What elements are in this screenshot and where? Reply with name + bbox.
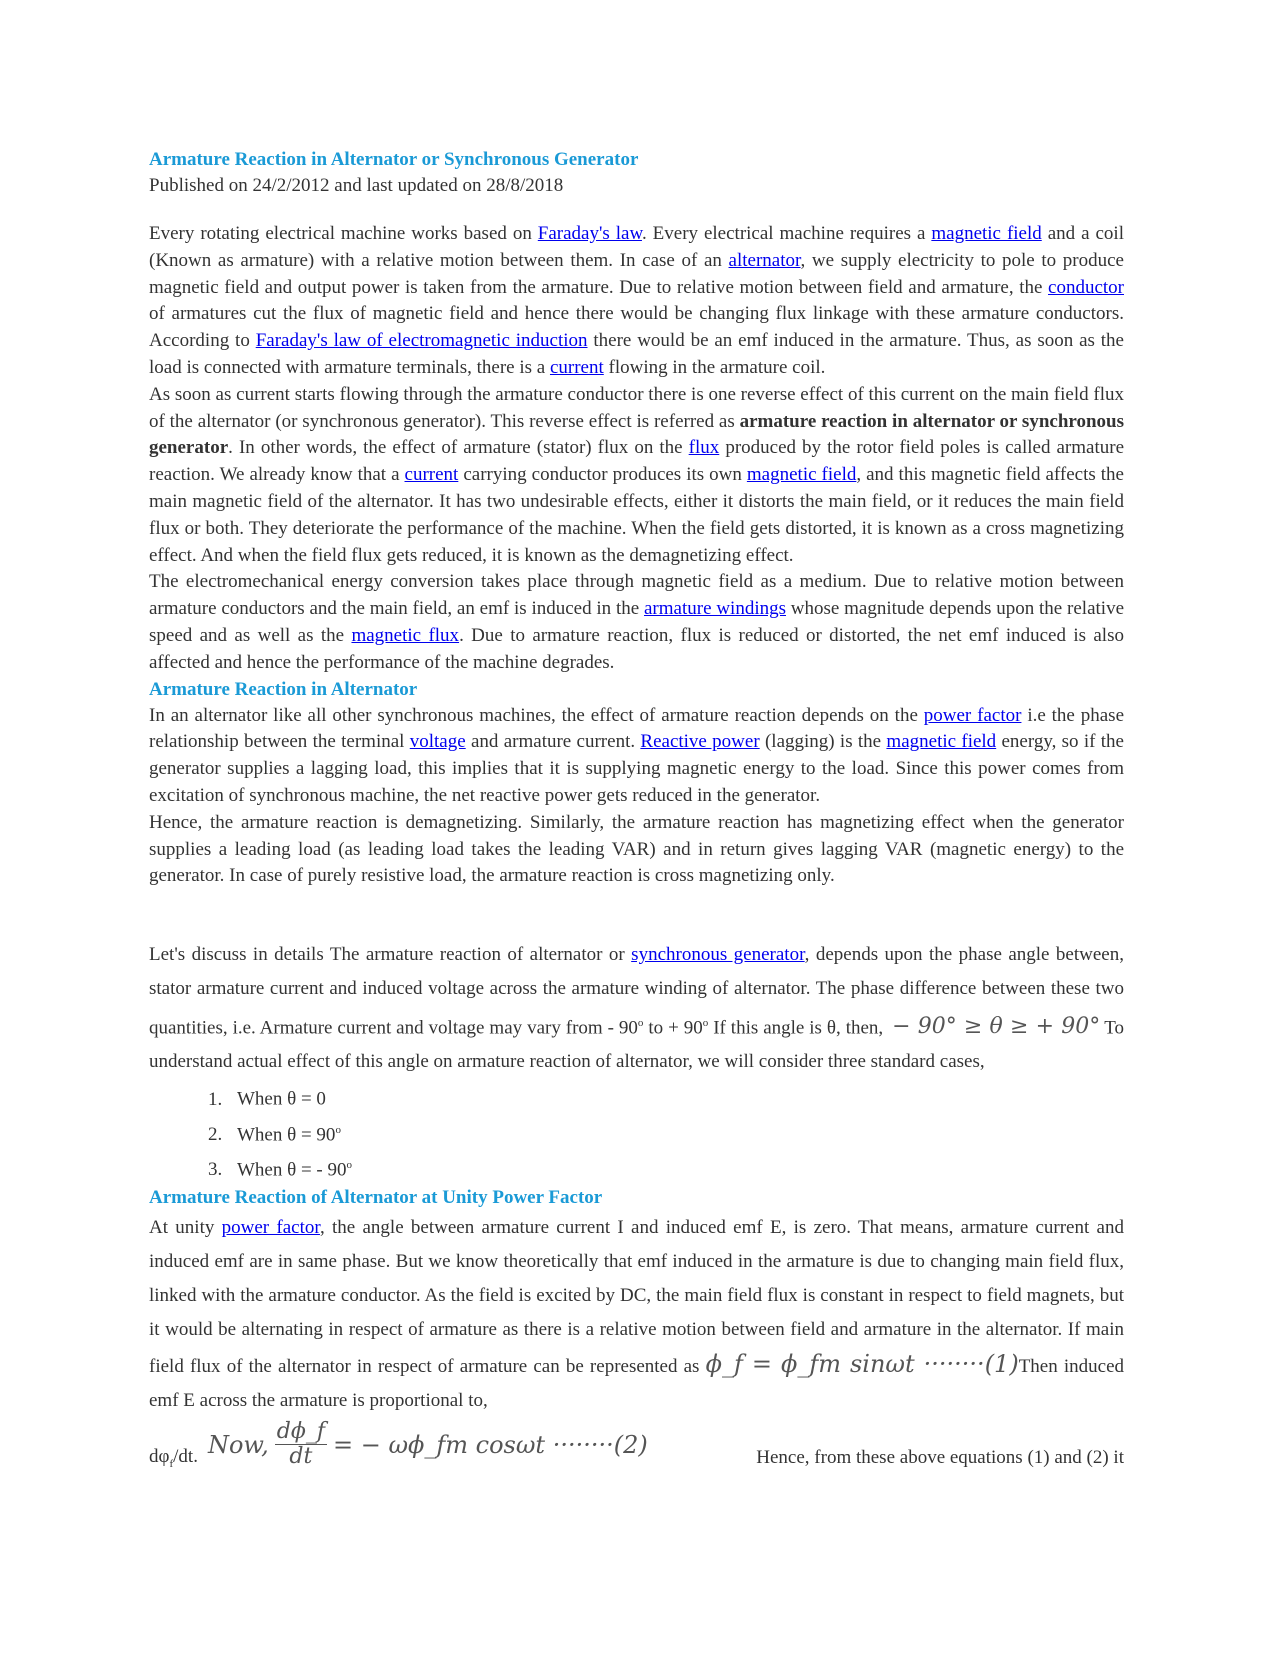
- continuation-text: Hence, from these above equations (1) and (2) it: [756, 1447, 1124, 1469]
- publish-date: Published on 24/2/2012 and last updated on 28/8/2018: [149, 175, 564, 196]
- list-item: 2. When $\theta = 90^o$: [227, 1115, 1124, 1150]
- link-faradays-law-induction[interactable]: Faraday's law of electromagnetic induction: [255, 330, 588, 352]
- link-power-factor[interactable]: power factor: [923, 704, 1022, 726]
- paragraph-phase-angle: Let's discuss in details The armature reaction of alternator or synchronous generator, depends upon the phase angle between, stator armature current and induced voltage across the armature winding of alternator. The phase difference between these two quantities, i.e. Armature current and voltage may vary from - 90$^o$ to + $90^o$ If this angle is θ, then, − 90° ≥ θ ≥ + 90° To understand actual effect of this angle on armature reaction of alternator, we will consider three standard cases,: [149, 944, 1124, 1073]
- list-item: 3. When θ = - 90$^o$: [227, 1150, 1124, 1185]
- paragraph-intro: Every rotating electrical machine works based on Faraday's law. Every electrical machine requires a magnetic field and a coil (Known as armature) with a relative motion between them. In case of an alternator, we supply electricity to pole to produce magnetic field and output power is taken from the armature. Due to relative motion between field and armature, the conductor of armatures cut the flux of magnetic field and hence there would be changing flux linkage with these armature conductors. According to Faraday's law of electromagnetic induction there would be an emf induced in the armature. Thus, as soon as the load is connected with armature terminals, there is a current flowing in the armature coil.: [149, 223, 1124, 378]
- link-flux[interactable]: flux: [688, 437, 720, 459]
- link-alternator[interactable]: alternator: [728, 249, 801, 271]
- paragraph-energy-conversion: The electromechanical energy conversion takes place through magnetic field as a medium. Due to relative motion between armature conductors and the main field, an emf is induced in the armature windings whose magnitude depends upon the relative speed and as well as the magnetic flux. Due to armature reaction, flux is reduced or distorted, the net emf induced is also affected and hence the performance of the machine degrades.: [149, 571, 1125, 673]
- link-faradays-law[interactable]: Faraday's law: [537, 223, 642, 244]
- bold-term: armature reaction in alternator or synchronous generator: [149, 410, 1124, 459]
- list-item: 1. When θ = 0: [227, 1079, 1124, 1114]
- article-title: Armature Reaction in Alternator or Synchronous Generator: [149, 149, 639, 170]
- section-heading-unity-pf: Armature Reaction of Alternator at Unity Power Factor: [149, 1187, 603, 1209]
- equation-1: ϕ_f = ϕ_fm sinωt ········(1): [705, 1350, 1019, 1379]
- link-reactive-power[interactable]: Reactive power: [640, 731, 760, 753]
- link-magnetic-field-3[interactable]: magnetic field: [886, 731, 997, 753]
- link-voltage[interactable]: voltage: [409, 731, 466, 753]
- link-current-2[interactable]: current: [404, 464, 459, 486]
- paragraph-power-factor: In an alternator like all other synchronous machines, the effect of armature reaction depends on the power factor i.e the phase relationship between the terminal voltage and armature current. Reactive power (lagging) is the magnetic field energy, so if the generator supplies a lagging load, this implies that it is supplying magnetic energy to the load. Since this power comes from excitation of synchronous machine, the net reactive power gets reduced in the generator.: [149, 704, 1125, 806]
- link-conductor[interactable]: conductor: [1048, 276, 1124, 298]
- equation-angle-range: − 90° ≥ θ ≥ + 90°: [892, 1014, 1101, 1040]
- section-heading-alternator: Armature Reaction in Alternator: [149, 678, 418, 700]
- link-synchronous-generator[interactable]: synchronous generator: [631, 944, 805, 966]
- paragraph-unity-pf: At unity power factor, the angle between armature current I and induced emf E, is zero. That means, armature current and induced emf are in same phase. But we know theoretically that emf induced in the armature is due to changing main field flux, linked with the armature conductor. As the field is excited by DC, the main field flux is constant in respect to field magnets, but it would be alternating in respect of armature as there is a relative motion between field and armature in the alternator. If main field flux of the alternator in respect of armature can be represented as ϕ_f = ϕ_fm sinωt ········(1)Then induced emf E across the armature is proportional to,: [149, 1217, 1125, 1412]
- link-magnetic-field-2[interactable]: magnetic field: [746, 464, 857, 486]
- equation-2-line: $d\varphi_f/dt$. Now, $\frac{d\phi\_f}{dt}$ = − ωϕ_fm cosωt ········(2) Hence, from these above equations (1) and (2) it: [149, 1419, 1124, 1470]
- link-magnetic-flux[interactable]: magnetic flux: [351, 624, 460, 646]
- paragraph-reverse-effect: As soon as current starts flowing through the armature conductor there is one reverse effect of this current on the main field flux of the alternator (or synchronous generator). This reverse effect is referred as armature reaction in alternator or synchronous generator. In other words, the effect of armature (stator) flux on the flux produced by the rotor field poles is called armature reaction. We already know that a current carrying conductor produces its own magnetic field, and this magnetic field affects the main magnetic field of the alternator. It has two undesirable effects, either it distorts the main field, or it reduces the main field flux or both. They deteriorate the performance of the machine. When the field gets distorted, it is known as a cross magnetizing effect. And when the field flux gets reduced, it is known as the demagnetizing effect.: [149, 383, 1124, 566]
- link-power-factor-2[interactable]: power factor: [221, 1217, 320, 1239]
- equation-2: Now, $\frac{d\phi\_f}{dt}$ = − ωϕ_fm cosωt ········(2): [207, 1419, 648, 1470]
- link-current[interactable]: current: [549, 356, 604, 378]
- link-armature-windings[interactable]: armature windings: [644, 598, 786, 620]
- cases-list: [149, 1079, 1124, 1185]
- link-magnetic-field[interactable]: magnetic field: [931, 223, 1042, 244]
- paragraph-demagnetizing: Hence, the armature reaction is demagnetizing. Similarly, the armature reaction has magnetizing effect when the generator supplies a leading load (as leading load takes the leading VAR) and in return gives lagging VAR (magnetic energy) to the generator. In case of purely resistive load, the armature reaction is cross magnetizing only.: [149, 811, 1124, 887]
- article: [149, 147, 1124, 1469]
